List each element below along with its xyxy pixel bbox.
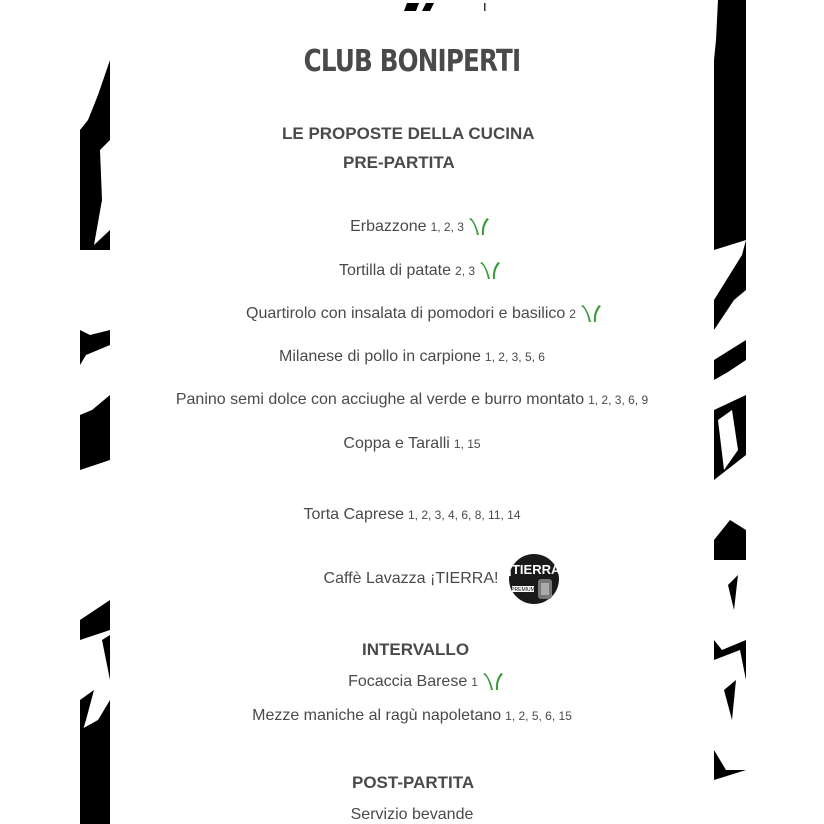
menu-item-allergens: 1, 2, 3, 6, 9 xyxy=(588,393,649,407)
leaf-v-icon xyxy=(468,217,490,237)
menu-item xyxy=(12,304,824,324)
club-name: CLUB BONIPERTI xyxy=(303,44,521,79)
leaf-v-icon xyxy=(580,304,602,324)
menu-item-name: Panino semi dolce con acciughe al verde e burro montato xyxy=(175,391,585,408)
menu-item-allergens: 2 xyxy=(569,307,576,322)
club-logo-icon xyxy=(404,0,488,18)
menu-item xyxy=(0,806,824,824)
post-match-title: POST-PARTITA xyxy=(352,773,475,792)
menu-item-allergens: 1 xyxy=(471,675,478,690)
menu-item xyxy=(14,672,824,692)
menu-item xyxy=(30,553,824,605)
menu-item xyxy=(0,707,824,725)
menu-item-name: Coppa e Taralli xyxy=(343,435,450,452)
menu-item-name: Servizio bevande xyxy=(350,806,474,823)
menu-item-name: Milanese di pollo in carpione xyxy=(279,348,481,365)
tierra-badge-icon xyxy=(508,553,560,605)
menu-item-allergens: 1, 2, 3, 4, 6, 8, 11, 14 xyxy=(407,508,521,522)
menu-item xyxy=(8,261,824,281)
menu-item-name: Quartirolo con insalata di pomodori e basilico xyxy=(246,305,566,323)
section-title-line1: LE PROPOSTE DELLA CUCINA xyxy=(282,124,535,143)
leaf-v-icon xyxy=(479,261,501,281)
menu-item xyxy=(8,217,824,237)
menu-item-allergens: 1, 2, 3 xyxy=(430,220,464,235)
left-decorative-border xyxy=(80,0,110,824)
menu-item-allergens: 1, 2, 3, 5, 6 xyxy=(484,350,545,364)
menu-item-name: Torta Caprese xyxy=(303,506,404,523)
right-decorative-border xyxy=(714,0,746,824)
menu-item xyxy=(0,348,824,366)
interval-title: INTERVALLO xyxy=(362,640,470,659)
menu-item-name: Tortilla di patate xyxy=(338,262,452,280)
menu-item xyxy=(0,435,824,453)
menu-item-name: Erbazzone xyxy=(350,218,427,236)
menu-item-allergens: 1, 2, 5, 6, 15 xyxy=(505,709,572,723)
menu-item xyxy=(0,391,824,409)
menu-item-name: Focaccia Barese xyxy=(348,673,468,691)
tierra-badge-subtext: PREMIUM xyxy=(511,587,536,593)
menu-item xyxy=(0,506,824,524)
leaf-v-icon xyxy=(482,672,504,692)
tierra-badge-text: ¡TIERRA xyxy=(508,562,561,577)
menu-item-allergens: 2, 3 xyxy=(455,264,476,279)
menu-item-name: Mezze maniche al ragù napoletano xyxy=(252,707,502,724)
menu-item-name: Caffè Lavazza ¡TIERRA! xyxy=(323,570,499,587)
section-title-line2: PRE-PARTITA xyxy=(343,153,455,172)
menu-item-allergens: 1, 15 xyxy=(453,437,481,451)
